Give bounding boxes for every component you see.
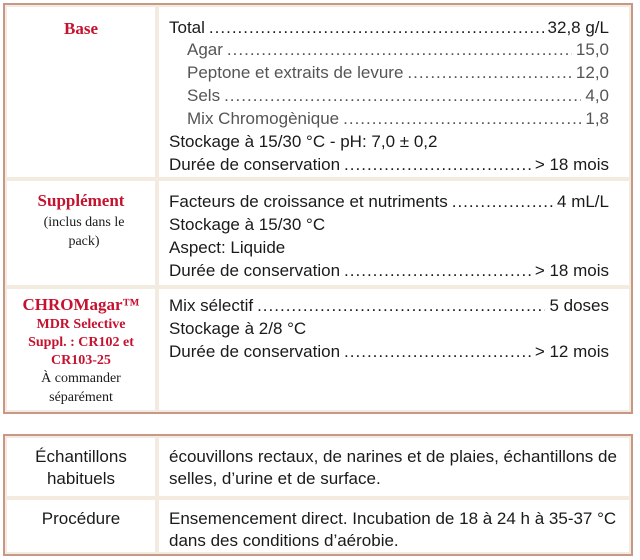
base-total-label: Total [169,18,205,37]
dot-leader [209,17,544,39]
factors-label: Facteurs de croissance et nutriments [169,192,448,211]
shelf-life-label: Durée de conservation [169,342,341,361]
supplement-label-cell [7,181,155,285]
ingredient-row-agar [187,39,609,61]
base-total-row [169,17,609,39]
base-label: Base [64,19,98,38]
samples-label-cell [7,438,155,496]
chromagar-sub1: MDR Selective [36,317,126,332]
supplement-factors-row [169,191,609,213]
chromagar-note1: À commander [41,371,121,386]
dot-leader [344,260,531,282]
ingredient-value: 4,0 [585,86,609,105]
dot-leader [344,154,531,176]
shelf-life-label: Durée de conservation [169,155,341,174]
dot-leader [407,62,571,84]
ingredient-value: 15,0 [575,40,609,59]
dot-leader [257,295,545,317]
chromagar-shelf-life-row [169,341,609,363]
supplement-aspect: Aspect: Liquide [169,238,286,257]
dot-leader [343,108,581,130]
dot-leader [227,39,572,61]
samples-label-line2: habituels [46,469,116,488]
chromagar-note2: séparément [49,390,113,405]
procedure-label-cell [7,500,155,552]
supplement-note: (inclus dans le pack) [43,215,125,249]
ingredient-row-chromogenic [187,108,609,130]
mix-value: 5 doses [549,296,609,315]
supplement-label: Supplément [37,191,125,210]
ingredient-label: Agar [187,40,223,59]
base-total-value: 32,8 g/L [547,18,609,37]
chromagar-sub2: Suppl. : CR102 et [28,335,134,350]
supplement-storage: Stockage à 15/30 °C [169,215,326,234]
base-content-cell [159,7,629,177]
ingredient-value: 12,0 [575,63,609,82]
shelf-life-value: > 18 mois [534,261,609,280]
dot-leader [344,341,531,363]
base-storage: Stockage à 15/30 °C - pH: 7,0 ± 0,2 [169,132,438,151]
procedure-text: Ensemencement direct. Incubation de 18 à 24 h à 35-37 °C dans des conditions d’aérobie. [169,509,617,550]
ingredient-value: 1,8 [585,109,609,128]
chromagar-label: CHROMagar™ [22,295,140,314]
chromagar-sub3: CR103-25 [51,353,111,368]
composition-panel [3,3,633,414]
samples-content-cell [159,438,629,496]
ingredient-label: Sels [187,86,221,105]
ingredient-label: Mix Chromogènique [187,109,340,128]
ingredient-row-peptone [187,62,609,84]
supplement-content-cell [159,181,629,285]
mix-label: Mix sélectif [169,296,254,315]
ingredient-label: Peptone et extraits de levure [187,63,404,82]
procedure-label: Procédure [41,509,121,528]
shelf-life-label: Durée de conservation [169,261,341,280]
dot-leader [224,85,581,107]
shelf-life-value: > 18 mois [534,155,609,174]
usage-panel [3,434,633,556]
shelf-life-value: > 12 mois [534,342,609,361]
ingredient-row-sels [187,85,609,107]
samples-text: écouvillons rectaux, de narines et de plaies, échantillons de selles, d’urine et de surface. [169,447,617,488]
chromagar-mix-row [169,295,609,317]
base-shelf-life-row [169,154,609,176]
procedure-content-cell [159,500,629,552]
chromagar-content-cell [159,289,629,410]
factors-value: 4 mL/L [557,192,609,211]
base-label-cell [7,7,155,177]
chromagar-label-cell [7,289,155,410]
chromagar-storage: Stockage à 2/8 °C [169,319,307,338]
supplement-shelf-life-row [169,260,609,282]
samples-label-line1: Échantillons [35,447,127,466]
dot-leader [452,191,553,213]
